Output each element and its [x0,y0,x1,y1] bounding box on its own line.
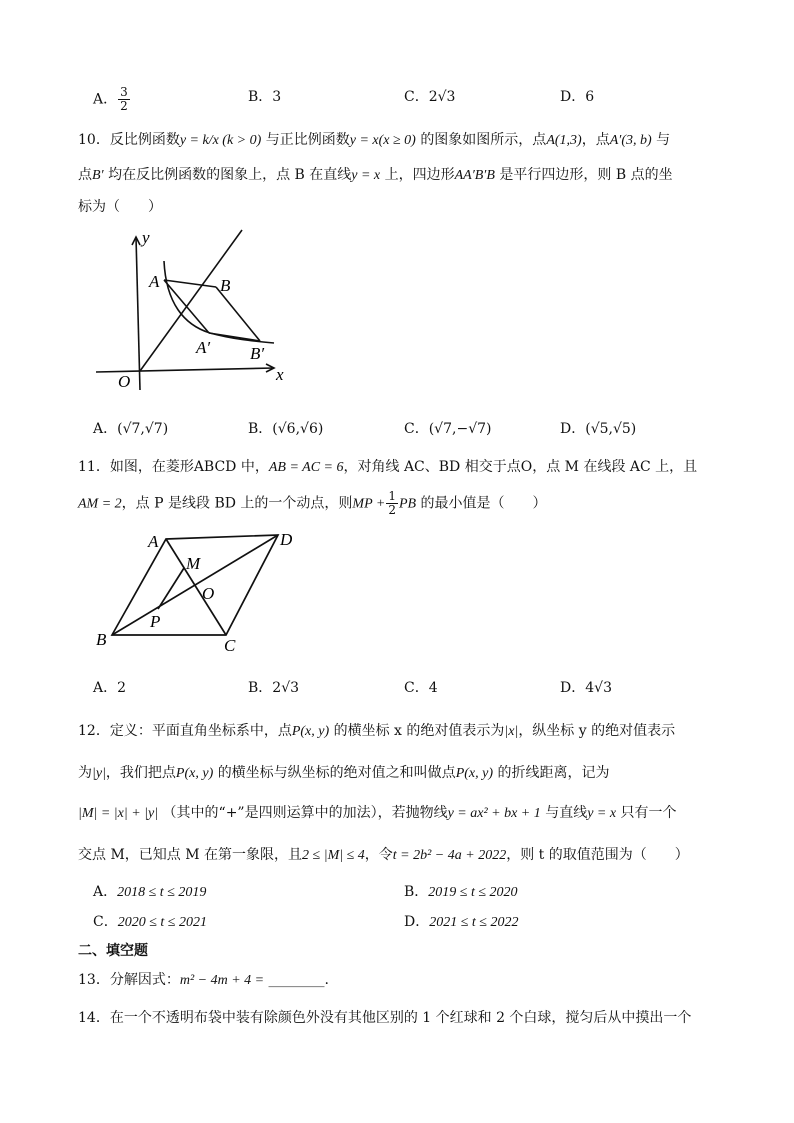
option-letter: C． [404,421,429,437]
option-value: (√6,√6) [272,421,324,437]
q10-line-1 [78,128,670,153]
option-value: 4√3 [585,680,612,696]
label-B-prime: B′ [250,344,265,363]
math: B′ [92,168,104,183]
math: y = x [351,168,381,183]
label-O: O [118,372,131,391]
q9-option-b [248,87,281,107]
q9-option-c [404,87,455,107]
q10-line-2 [78,163,673,188]
text: ，点 [581,132,610,148]
option-value: 2021 ≤ t ≤ 2022 [429,915,519,930]
text: 上，四边形 [384,167,455,183]
denominator: 2 [120,99,128,113]
math: y = ax² + bx + 1 [447,806,541,821]
label-y: y [142,228,150,247]
option-letter: A． [93,91,118,108]
q12-option-d [404,912,519,933]
label-B: B [96,630,107,649]
q11-option-c [404,678,438,698]
text: 是平行四边形，则 B 点的坐 [499,167,673,183]
text: 交点 M，已知点 M 在第一象限，且 [78,847,303,863]
text: ，令 [364,847,393,863]
option-value: (√5,√5) [585,421,637,437]
q10-option-d [560,419,636,439]
text: 的图象如图所示，点 [420,132,547,148]
option-value: 2018 ≤ t ≤ 2019 [117,885,207,900]
option-letter: D． [560,680,586,696]
option-letter: A． [93,421,118,437]
math: AB = AC = 6 [268,460,344,475]
q11-line-2 [78,490,547,517]
option-letter: A． [93,680,118,696]
q11-option-b [248,678,299,698]
option-value: 4 [428,680,438,696]
label-P: P [150,612,161,631]
option-letter: B． [248,89,273,105]
segment-AB [164,280,216,287]
text: 均在反比例函数的图象上，点 B 在直线 [108,167,352,183]
label-B: B [220,276,231,295]
math: A(1,3) [546,133,582,148]
option-letter: C． [404,680,429,696]
text: 的横坐标与纵坐标的绝对值之和叫做点 [217,765,456,781]
q12-line-1 [78,719,675,744]
math: t = 2b² − 4a + 2022 [392,848,507,863]
q12-option-b [404,882,518,903]
text: 的横坐标 x 的绝对值表示为 [333,723,505,739]
numerator: 3 [120,85,128,99]
segment-A2B2 [209,333,260,341]
segment-BB2 [216,287,260,341]
text: ，点 P 是线段 BD 上的一个动点，则 [121,495,353,512]
q12-option-a [93,882,206,903]
option-letter: D． [560,89,586,105]
text: 10．反比例函数 [78,132,180,148]
q14-line: 14．在一个不透明布袋中装有除颜色外没有其他区别的 1 个红球和 2 个白球，搅匀后从中摸出一个 [78,1010,692,1026]
option-value: 3 [272,89,282,105]
label-A: A [149,272,160,291]
label-A-prime: A′ [196,338,211,357]
text: ，我们把点 [105,765,176,781]
option-letter: D． [404,914,430,930]
option-value: 2 [117,680,127,696]
text: 11．如图，在菱形ABCD 中， [78,459,269,475]
option-letter: A． [93,884,118,900]
option-value: (√7,−√7) [428,421,492,437]
hyperbola [164,261,274,343]
q10-option-a [93,419,168,439]
option-value: (√7,√7) [117,421,169,437]
fraction [386,490,398,517]
text: 12．定义：平面直角坐标系中，点 [78,723,292,739]
text: 的折线距离，记为 [497,765,610,781]
math: y = x [587,806,617,821]
text: ，则 t 的取值范围为（ ） [506,847,689,863]
text: （其中的“+”是四则运算中的加法），若抛物线 [162,805,448,821]
q10-option-b [248,419,323,439]
math: y = k/x (k > 0) [179,133,262,148]
q12-line-3 [78,801,677,826]
q11-line-1 [78,455,697,480]
text: 与直线 [545,805,588,821]
math: 2 ≤ |M| ≤ 4 [302,848,365,863]
option-letter: B． [404,884,429,900]
text: 为 [78,765,92,781]
option-value: 2√3 [272,680,300,696]
text: 13．分解因式： [78,972,180,988]
q10-figure [92,225,292,400]
math: A′(3, b) [609,133,652,148]
fraction [118,86,130,113]
option-letter: C． [93,914,118,930]
text: 的最小值是（ ） [420,495,547,512]
option-letter: C． [404,89,429,105]
math: P(x, y) [455,766,493,781]
q11-option-a [93,678,126,698]
text: 与 [656,132,671,148]
option-value: 6 [585,89,595,105]
option-value: 2020 ≤ t ≤ 2021 [117,915,207,930]
label-M: M [186,554,201,573]
text: 只有一个 [620,805,677,821]
q11-option-d [560,678,612,698]
text: ，对角线 AC、BD 相交于点O，点 M 在线段 AC 上，且 [343,459,698,475]
option-letter: B． [248,680,273,696]
math: |y| [92,766,106,781]
q10-option-c [404,419,491,439]
text: ，纵坐标 y 的绝对值表示 [518,723,676,739]
q13-line [78,968,329,993]
section-title-fill-in: 二、填空题 [78,943,148,959]
q12-line-4 [78,843,689,868]
label-A: A [148,532,159,551]
q12-line-2 [78,761,609,786]
q12-option-c [93,912,207,933]
option-letter: B． [248,421,273,437]
diagonal-BD [112,535,278,635]
option-value: 2√3 [428,89,456,105]
option-letter: D． [560,421,586,437]
q9-option-a [93,86,131,113]
numerator: 1 [388,489,396,503]
q10-line-3: 标为（ ） [78,199,162,215]
label-O: O [202,584,215,603]
math: y = x(x ≥ 0) [349,133,416,148]
text: 点 [78,167,92,183]
math: |M| = |x| + |y| [78,806,159,821]
text: 与正比例函数 [265,132,350,148]
y-axis [136,237,140,390]
q11-figure [90,525,310,655]
math: P(x, y) [175,766,214,781]
math: |x| [504,724,519,739]
answer-blank[interactable]: ________ [268,972,325,988]
option-value: 2019 ≤ t ≤ 2020 [428,885,518,900]
label-C: C [224,636,236,655]
math: m² − 4m + 4 = [179,973,265,988]
text: . [324,972,329,988]
math: P(x, y) [291,724,330,739]
math: AM = 2 [78,496,122,512]
segment-AA2 [164,280,209,333]
denominator: 2 [388,503,396,517]
label-D: D [280,530,293,549]
math: AA′B′B [454,168,495,183]
segment-MP [158,568,184,609]
q9-option-d [560,87,594,107]
label-x: x [276,365,284,384]
math: PB [398,496,417,512]
math: MP + [352,496,386,512]
